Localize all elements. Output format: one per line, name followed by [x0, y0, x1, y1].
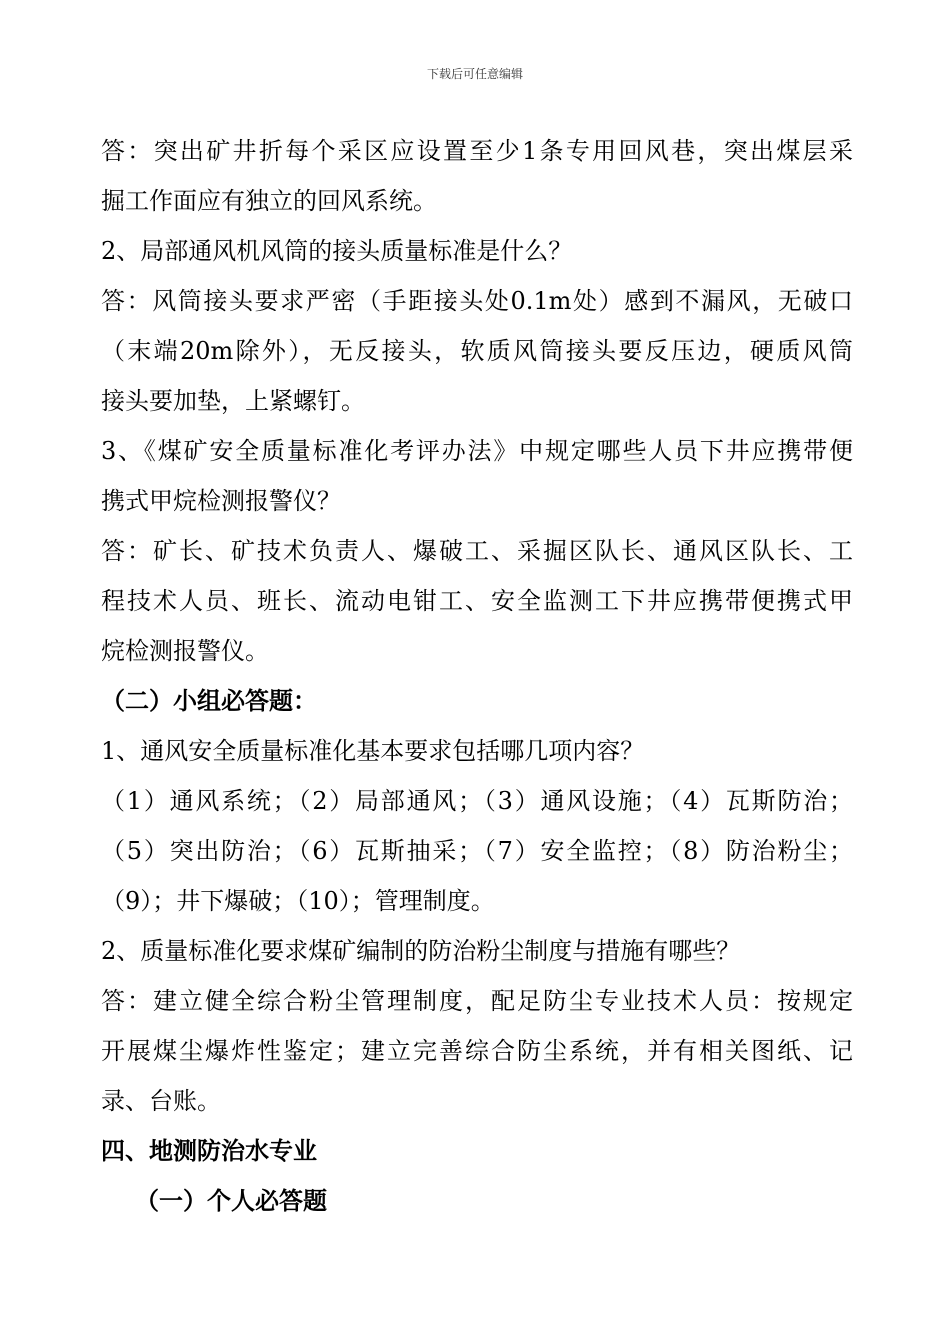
answer-text-line: 答：风筒接头要求严密（手距接头处0.1m处）感到不漏风，无破口 — [101, 287, 853, 315]
answer-text-line: 答：矿长、矿技术负责人、爆破工、采掘区队长、通风区队长、工 — [101, 537, 853, 565]
question-line: 携式甲烷检测报警仪？ — [101, 487, 341, 515]
section-heading: （二）小组必答题： — [101, 687, 317, 715]
question-line: 1、通风安全质量标准化基本要求包括哪几项内容？ — [101, 737, 645, 765]
answer-text-line: 答：突出矿井折每个采区应设置至少1条专用回风巷，突出煤层采 — [101, 137, 853, 165]
document-body — [101, 126, 853, 1226]
answer-text-line: 掘工作面应有独立的回风系统。 — [101, 187, 437, 215]
answer-text-line: 程技术人员、班长、流动电钳工、安全监测工下井应携带便携式甲 — [101, 587, 853, 615]
answer-list-line: （1）通风系统；（2）局部通风；（3）通风设施；（4）瓦斯防治； — [101, 787, 853, 815]
answer-list-line: （9）；井下爆破；（10）；管理制度。 — [101, 887, 495, 915]
section-heading: （一）个人必答题 — [135, 1187, 327, 1215]
answer-text-line: 答：建立健全综合粉尘管理制度，配足防尘专业技术人员：按规定 — [101, 987, 853, 1015]
chapter-heading: 四、地测防治水专业 — [101, 1137, 317, 1165]
answer-text-line: 录、台账。 — [101, 1087, 221, 1115]
question-line: 3、《煤矿安全质量标准化考评办法》中规定哪些人员下井应携带便 — [101, 437, 853, 465]
answer-text-line: （末端20m除外），无反接头，软质风筒接头要反压边，硬质风筒 — [101, 337, 853, 365]
answer-text-line: 开展煤尘爆炸性鉴定；建立完善综合防尘系统，并有相关图纸、记 — [101, 1037, 853, 1065]
answer-text-line: 烷检测报警仪。 — [101, 637, 269, 665]
page-header-watermark: 下载后可任意编辑 — [426, 67, 523, 81]
answer-list-line: （5）突出防治；（6）瓦斯抽采；（7）安全监控；（8）防治粉尘； — [101, 837, 853, 865]
question-line: 2、局部通风机风筒的接头质量标准是什么？ — [101, 237, 573, 265]
question-line: 2、质量标准化要求煤矿编制的防治粉尘制度与措施有哪些？ — [101, 937, 741, 965]
answer-text-line: 接头要加垫，上紧螺钉。 — [101, 387, 365, 415]
